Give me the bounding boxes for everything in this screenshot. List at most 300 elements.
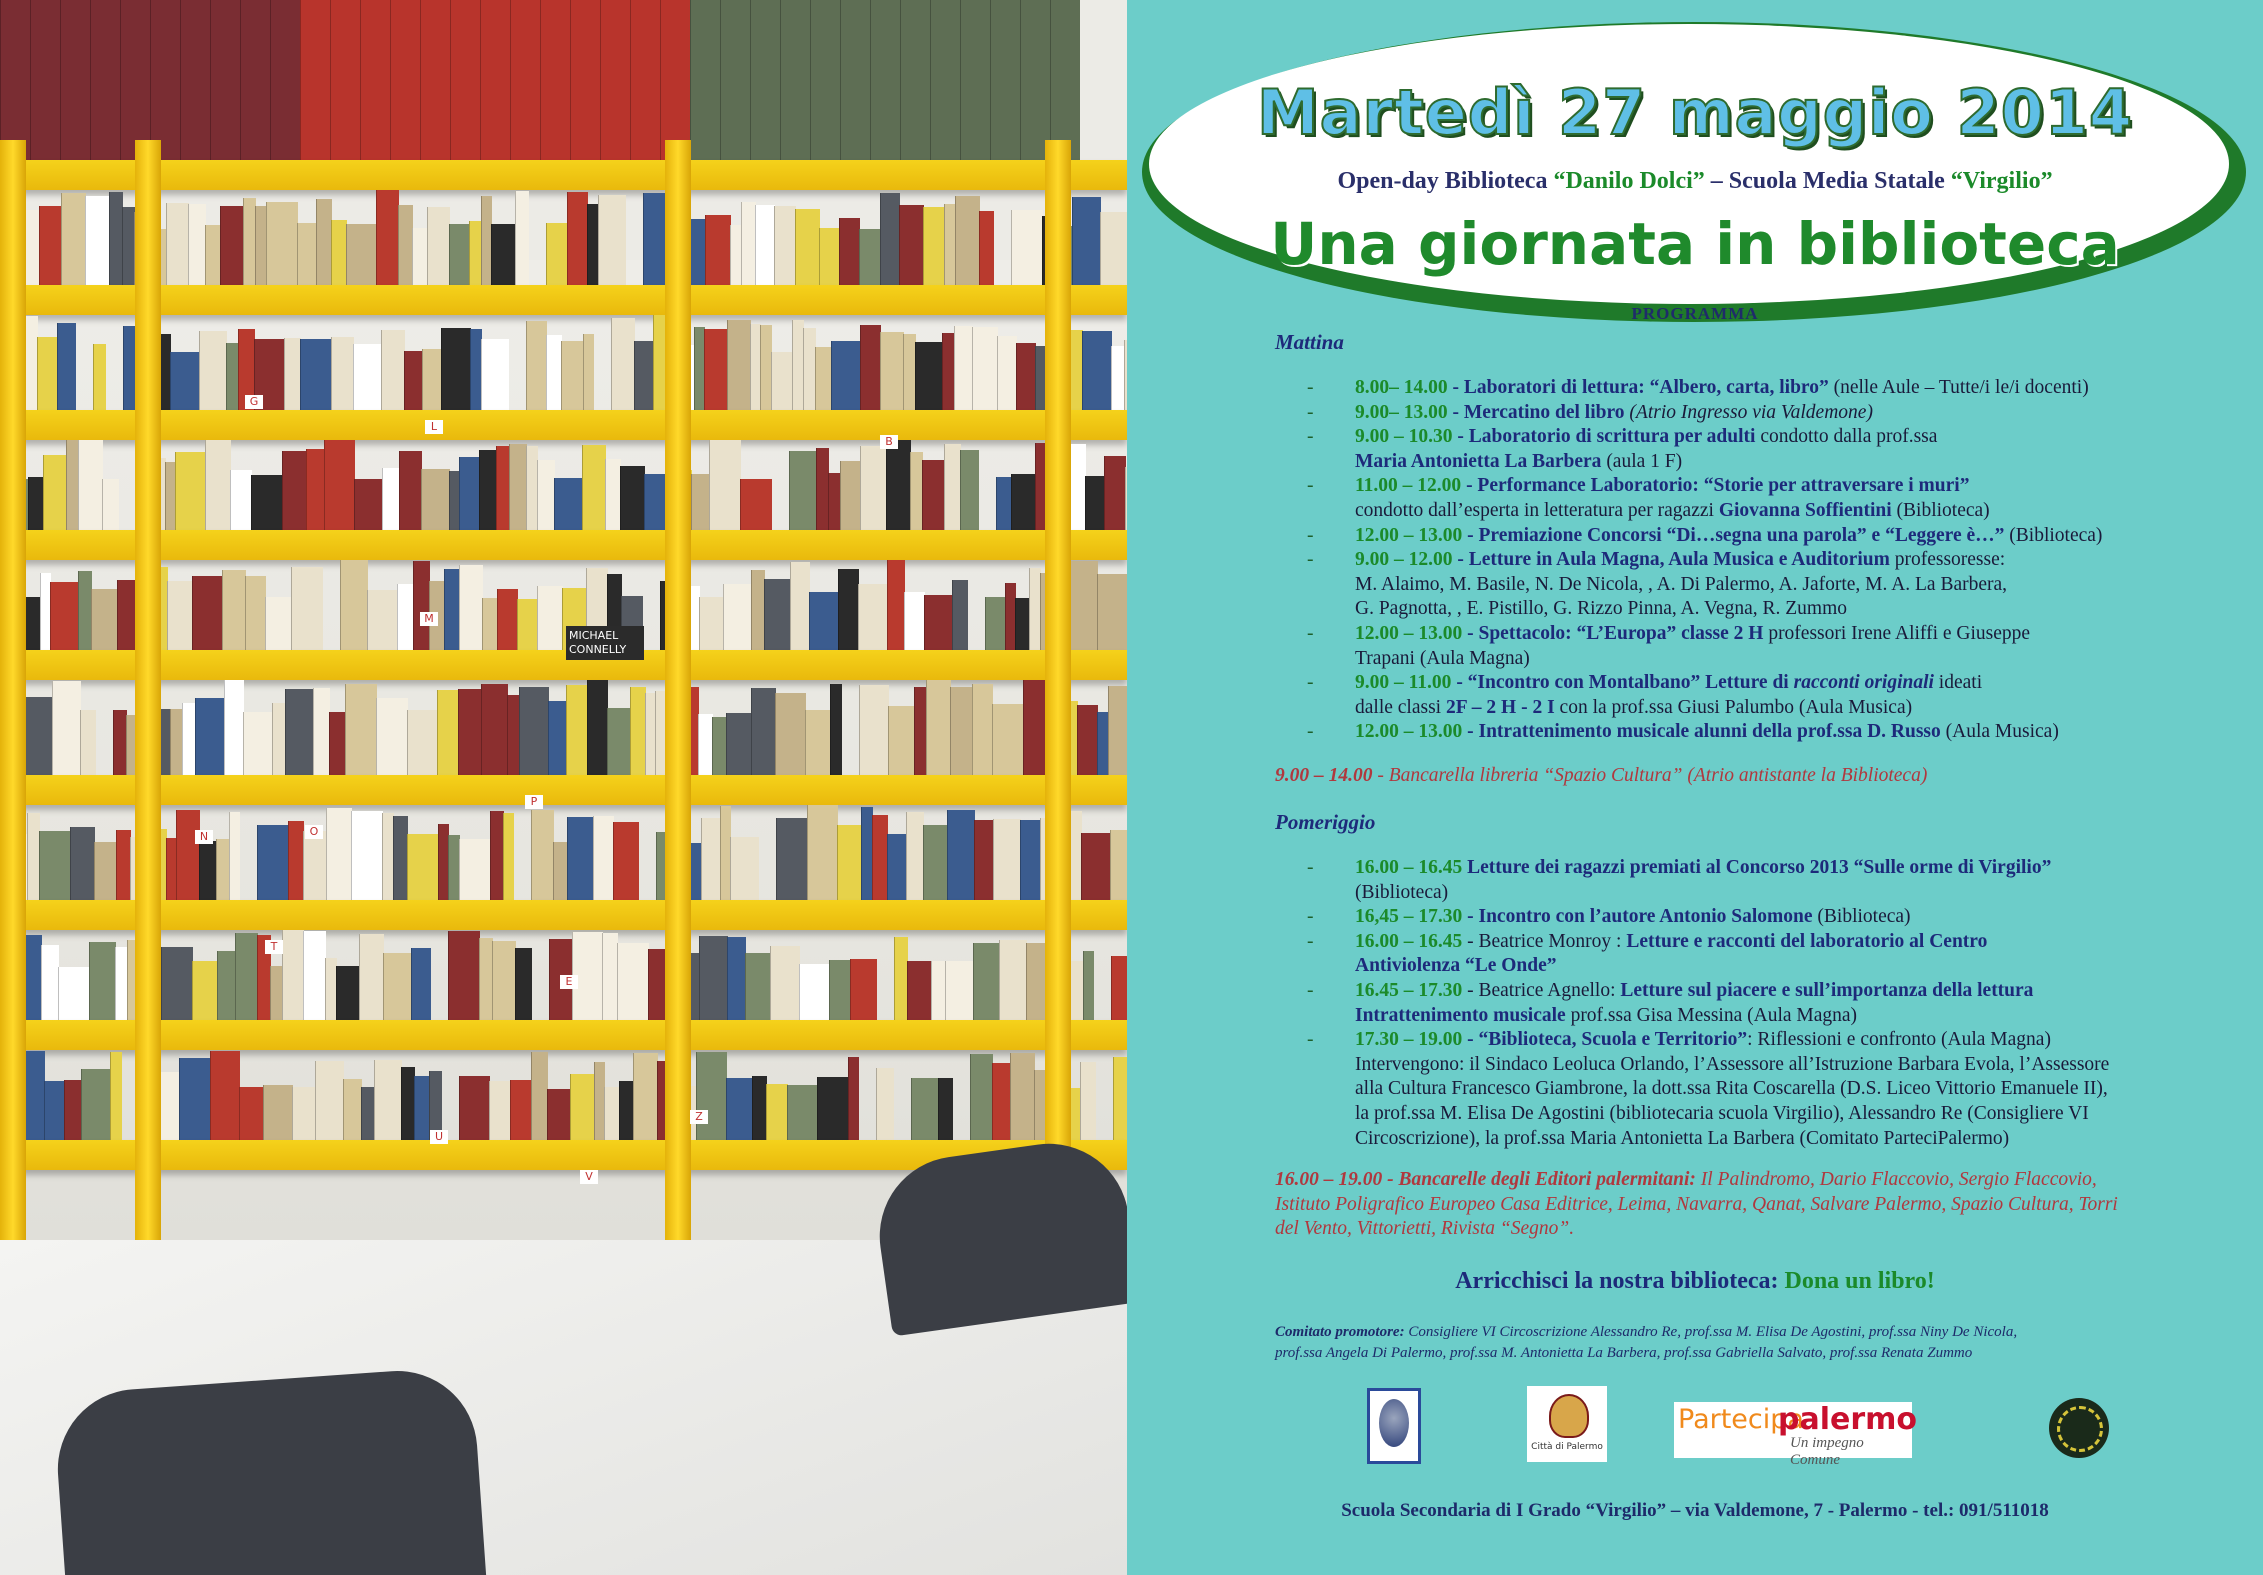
book xyxy=(257,825,289,900)
book xyxy=(297,223,317,285)
seal-logo xyxy=(2049,1398,2109,1458)
book xyxy=(441,328,471,410)
book xyxy=(292,1087,316,1140)
book xyxy=(217,951,236,1020)
book xyxy=(282,930,304,1020)
book xyxy=(28,477,44,530)
palermo-city-logo: Città di Palermo xyxy=(1527,1386,1607,1462)
book xyxy=(993,819,1021,900)
binder xyxy=(240,0,270,160)
book xyxy=(182,703,196,775)
book xyxy=(605,459,621,530)
shelf-board xyxy=(0,775,1127,805)
book xyxy=(224,680,244,775)
book xyxy=(490,811,504,900)
shelf-board xyxy=(0,1020,1127,1050)
shelf-letter-label: P xyxy=(525,795,543,809)
book xyxy=(973,943,1000,1020)
book xyxy=(546,223,568,285)
book xyxy=(1016,343,1036,410)
book xyxy=(1083,951,1094,1020)
shelf-letter-label: N xyxy=(195,830,213,844)
book xyxy=(179,1058,211,1140)
book xyxy=(336,966,360,1020)
book xyxy=(361,1087,375,1140)
book xyxy=(245,576,266,650)
book xyxy=(1108,686,1127,775)
book-spine-label: MICHAEL CONNELLY xyxy=(566,626,644,660)
schedule-item: - 16.00 – 16.45 - Beatrice Monroy : Letture e racconti del laboratorio al Centro Antiviolenza “Le Onde” xyxy=(1307,930,1988,977)
book xyxy=(306,449,325,530)
book xyxy=(199,331,227,410)
book xyxy=(553,842,568,900)
binder xyxy=(570,0,600,160)
book xyxy=(887,834,907,900)
book xyxy=(44,1081,65,1140)
shelf-letter-label: M xyxy=(420,612,438,626)
schedule-item: - 16,45 – 17.30 - Incontro con l’autore Antonio Salomone (Biblioteca) xyxy=(1307,906,1911,928)
book xyxy=(923,207,945,285)
book xyxy=(837,825,862,900)
book xyxy=(1111,346,1125,410)
schedule-item: - 9.00 – 10.30 - Laboratorio di scrittura per adulti condotto dalla prof.ssa Maria Antonietta La Barbera (aula 1 F) xyxy=(1307,426,1938,472)
book xyxy=(582,445,606,530)
book xyxy=(526,321,547,410)
book xyxy=(691,474,710,530)
book xyxy=(61,193,86,285)
book xyxy=(303,931,326,1020)
book xyxy=(696,1052,727,1140)
publishers-block: 16.00 – 19.00 - Bancarelle degli Editori palermitani: Il Palindromo, Dario Flaccovio, Sergio Flaccovio, Istituto Poligrafico Europeo Casa Editrice, Leima, Navarra, Qanat, Salvare Palermo, Spazio Cultura, Torri del Vento, Vittorietti, Rivista “Segno”. xyxy=(1275,1169,2118,1240)
book xyxy=(515,948,532,1020)
book xyxy=(235,933,258,1020)
schedule-item: - 11.00 – 12.00 - Performance Laboratorio: “Storie per attraversare i muri” condotto dall’esperta in letteratura per ragazzi Giovanna Soffientini (Biblioteca) xyxy=(1307,475,1990,521)
shelf-board xyxy=(0,650,1127,680)
book xyxy=(926,680,951,775)
book xyxy=(421,469,450,530)
book xyxy=(830,684,842,775)
book xyxy=(94,842,117,900)
book xyxy=(243,712,273,775)
book xyxy=(382,468,400,530)
book xyxy=(698,714,713,775)
book xyxy=(481,339,509,410)
book xyxy=(740,479,772,530)
book xyxy=(860,446,887,530)
binder xyxy=(870,0,900,160)
binder xyxy=(1020,0,1050,160)
book xyxy=(458,689,482,775)
schedule-item: - 12.00 – 13.00 - Spettacolo: “L’Europa” classe 2 H professori Irene Aliffi e Giuseppe Trapani (Aula Magna) xyxy=(1307,622,2031,669)
book xyxy=(412,228,428,285)
book xyxy=(634,341,654,410)
book xyxy=(807,805,838,900)
book xyxy=(787,1085,818,1140)
book xyxy=(64,1080,82,1140)
book xyxy=(799,964,830,1020)
book xyxy=(570,1074,595,1140)
book xyxy=(393,816,408,900)
book xyxy=(210,1051,240,1140)
schedule-item: - 8.00– 14.00 - Laboratori di lettura: “Albero, carta, libro” (nelle Aule – Tutte/i le/i docenti) xyxy=(1307,377,2089,398)
book xyxy=(888,706,915,775)
book xyxy=(367,590,398,650)
shelf-upright xyxy=(135,140,161,1390)
book xyxy=(712,717,727,775)
book xyxy=(448,931,480,1020)
book xyxy=(887,560,905,650)
schedule-item: - 9.00 – 11.00 - “Incontro con Montalbano” Letture di racconti originali ideati dalle classi 2F – 2 H - 2 I con la prof.ssa Giusi Palumbo (Aula Musica) xyxy=(1307,672,1983,718)
book xyxy=(858,584,888,650)
book xyxy=(886,440,911,530)
binder xyxy=(690,0,720,160)
school-footer: Scuola Secondaria di I Grado “Virgilio” – via Valdemone, 7 - Palermo - tel.: 091/511018 xyxy=(1341,1500,2049,1521)
book xyxy=(567,192,588,285)
morning-schedule xyxy=(1307,376,2247,745)
book xyxy=(727,937,746,1020)
schedule-item: - 9.00 – 12.00 - Letture in Aula Magna, Aula Musica e Auditorium professoresse: M. Alaimo, M. Basile, N. De Nicola, , A. Di Palermo, A. Jaforte, M. A. La Barbera, G. Pagnotta, , E. Pistillo, G. Rizzo Pinna, A. Vegna, R. Zummo xyxy=(1307,549,2008,620)
book xyxy=(751,570,765,650)
shelf-board xyxy=(0,900,1127,930)
afternoon-schedule xyxy=(1307,856,2247,1151)
book xyxy=(110,1052,122,1140)
binder xyxy=(900,0,930,160)
book xyxy=(329,712,346,775)
book xyxy=(288,821,304,900)
book xyxy=(960,450,979,530)
book xyxy=(291,567,323,650)
book xyxy=(880,332,904,410)
binder xyxy=(750,0,780,160)
book xyxy=(587,680,608,775)
binder xyxy=(390,0,420,160)
book xyxy=(459,839,491,900)
schedule-item: - 12.00 – 13.00 - Intrattenimento musicale alunni della prof.ssa D. Russo (Aula Musica) xyxy=(1307,721,2059,743)
book xyxy=(216,839,230,900)
book xyxy=(265,597,292,650)
book xyxy=(604,1087,620,1140)
book xyxy=(904,592,925,650)
book xyxy=(593,816,614,900)
book xyxy=(701,818,721,900)
book xyxy=(566,685,588,775)
schedule-item: - 16.45 – 17.30 - Beatrice Agnello: Letture sul piacere e sull’importanza della lettura Intrattenimento musicale prof.ssa Gisa Messina (Aula Magna) xyxy=(1307,979,2034,1026)
book xyxy=(1097,574,1127,650)
book xyxy=(583,334,594,410)
book xyxy=(399,451,422,530)
book xyxy=(633,1053,658,1140)
book xyxy=(972,327,998,410)
shelf-letter-label: B xyxy=(880,435,898,449)
binder xyxy=(150,0,180,160)
binder xyxy=(180,0,210,160)
book xyxy=(444,569,460,650)
book xyxy=(1104,456,1126,530)
book xyxy=(1081,833,1111,900)
binder xyxy=(360,0,390,160)
book xyxy=(894,937,908,1020)
binder xyxy=(810,0,840,160)
book xyxy=(1111,956,1127,1020)
shelf-board xyxy=(0,530,1127,560)
book xyxy=(39,206,62,285)
book xyxy=(992,1063,1011,1140)
book xyxy=(266,202,298,285)
book xyxy=(972,684,993,775)
book xyxy=(479,938,493,1020)
book xyxy=(723,584,752,650)
shelf-letter-label: L xyxy=(425,420,443,434)
book xyxy=(924,595,953,650)
book xyxy=(239,1087,264,1140)
book xyxy=(199,841,217,900)
shelf-upright xyxy=(0,140,26,1390)
book xyxy=(170,352,200,410)
book xyxy=(81,1069,111,1140)
book xyxy=(195,698,225,775)
binder xyxy=(510,0,540,160)
partecipa-palermo-logo: Partecipa palermo Un impegno Comune xyxy=(1674,1402,1912,1458)
binder xyxy=(600,0,630,160)
book xyxy=(699,936,728,1020)
book xyxy=(437,690,459,775)
library-photo xyxy=(0,0,1127,1575)
binder xyxy=(60,0,90,160)
binder xyxy=(210,0,240,160)
book xyxy=(331,337,354,410)
book xyxy=(546,335,562,410)
book xyxy=(709,440,741,530)
afternoon-heading: Pomeriggio xyxy=(1275,810,1376,834)
binder xyxy=(780,0,810,160)
bookstall-line: 9.00 – 14.00 - Bancarella libreria “Spazio Cultura” (Atrio antistante la Biblioteca) xyxy=(1275,765,1928,786)
binder xyxy=(960,0,990,160)
book xyxy=(80,710,96,775)
book xyxy=(809,592,839,650)
book xyxy=(383,953,412,1020)
binder xyxy=(720,0,750,160)
book xyxy=(263,1085,293,1140)
book xyxy=(427,207,450,285)
book xyxy=(50,582,79,650)
chair-left xyxy=(52,1366,487,1575)
book xyxy=(102,479,119,530)
book xyxy=(57,323,76,410)
book xyxy=(492,941,516,1020)
book xyxy=(89,942,116,1020)
shelf-board xyxy=(0,160,1127,190)
book xyxy=(411,948,431,1020)
book xyxy=(938,1078,953,1140)
book xyxy=(1082,331,1112,410)
book xyxy=(831,341,861,410)
book xyxy=(907,961,932,1020)
book xyxy=(376,698,408,775)
shelf-letter-label: T xyxy=(265,940,283,954)
book xyxy=(755,205,775,285)
book xyxy=(93,344,106,410)
book xyxy=(192,576,223,650)
binder xyxy=(300,0,330,160)
book xyxy=(848,1057,859,1140)
book xyxy=(192,961,218,1020)
book xyxy=(482,598,498,650)
book xyxy=(554,478,583,530)
book xyxy=(85,196,110,285)
book xyxy=(790,562,810,650)
book xyxy=(789,451,817,530)
binder xyxy=(330,0,360,160)
shelf-letter-label: O xyxy=(305,825,323,839)
book xyxy=(316,199,332,285)
book xyxy=(911,1078,939,1140)
book xyxy=(1085,476,1105,530)
book xyxy=(945,961,974,1020)
book xyxy=(109,192,123,285)
book xyxy=(985,597,1006,650)
book xyxy=(515,191,529,285)
book xyxy=(509,444,527,530)
book xyxy=(906,812,924,900)
book xyxy=(359,934,384,1020)
book xyxy=(381,330,405,410)
book xyxy=(449,224,470,285)
book xyxy=(745,953,771,1020)
book xyxy=(113,710,127,775)
book xyxy=(343,1079,362,1140)
book xyxy=(643,193,667,285)
shelf-letter-label: U xyxy=(430,1130,448,1144)
book xyxy=(839,218,860,285)
book xyxy=(840,461,861,530)
book xyxy=(351,811,383,900)
book xyxy=(602,933,618,1020)
eagle-icon xyxy=(1549,1394,1589,1438)
book xyxy=(346,224,377,285)
book xyxy=(1113,1057,1127,1140)
binder xyxy=(0,0,30,160)
book xyxy=(1077,705,1098,775)
event-poster xyxy=(1127,0,2263,1575)
book xyxy=(272,703,286,775)
book xyxy=(838,569,859,650)
book xyxy=(422,349,442,410)
book xyxy=(598,195,626,285)
book xyxy=(607,708,631,775)
book xyxy=(1015,598,1030,650)
book xyxy=(771,352,793,410)
book xyxy=(58,967,90,1020)
book xyxy=(630,687,646,775)
book xyxy=(567,817,594,900)
book xyxy=(404,351,423,410)
book xyxy=(326,808,352,900)
shelf-letter-label: Z xyxy=(690,1110,708,1124)
binder xyxy=(540,0,570,160)
book xyxy=(611,318,635,410)
event-date-title: Martedì 27 maggio 2014 xyxy=(1256,76,2134,149)
book xyxy=(872,815,888,900)
book xyxy=(531,810,554,900)
shelf-board xyxy=(0,410,1127,440)
book xyxy=(776,818,808,900)
book xyxy=(78,440,103,530)
book xyxy=(774,206,796,285)
book xyxy=(726,1078,753,1140)
book xyxy=(1020,820,1041,900)
book xyxy=(1068,561,1098,650)
book xyxy=(766,1084,788,1140)
programma-heading: PROGRAMMA xyxy=(1631,304,1759,323)
book xyxy=(619,1081,634,1140)
book xyxy=(548,701,567,775)
book xyxy=(1110,830,1127,900)
book xyxy=(1011,474,1036,530)
book xyxy=(997,336,1017,410)
schedule-item: - 16.00 – 16.45 Letture dei ragazzi premiati al Concorso 2013 “Sulle orme di Virgilio” (Biblioteca) xyxy=(1307,857,2052,903)
book xyxy=(459,457,480,530)
book xyxy=(699,597,724,650)
book xyxy=(313,688,330,775)
binder xyxy=(840,0,870,160)
book xyxy=(1080,1062,1096,1140)
book xyxy=(284,338,301,410)
book xyxy=(230,470,252,530)
shelf-letter-label: V xyxy=(580,1170,598,1184)
book xyxy=(496,446,510,530)
shelf-board xyxy=(0,285,1127,315)
book xyxy=(37,337,58,410)
book xyxy=(503,813,514,900)
book xyxy=(510,1080,532,1140)
book xyxy=(116,830,131,900)
book xyxy=(974,820,994,900)
book xyxy=(481,684,508,775)
book xyxy=(374,1060,402,1140)
book xyxy=(561,341,584,410)
book xyxy=(996,477,1012,530)
book xyxy=(817,1077,849,1140)
binder xyxy=(480,0,510,160)
book xyxy=(876,1068,894,1140)
binder xyxy=(630,0,660,160)
book xyxy=(340,560,368,650)
book xyxy=(161,947,193,1020)
book xyxy=(166,203,189,285)
book xyxy=(459,1076,490,1140)
schedule-item: - 17.30 – 19.00 - “Biblioteca, Scuola e Territorio”: Riflessioni e confronto (Aula Magna) Intervengono: il Sindaco Leoluca Orlando, l’Assessore all’Istruzione Barbara Evola, l’Assessore alla Cultura Francesco Giambrone, la dott.ssa Rita Coscarella (D.S. Liceo Vittorio Emanuele II), la prof.ssa M. Elisa De Agostini (bibliotecaria scuola Virgilio), Alessandro Re (Consigliere VI Circoscrizione), la prof.ssa Maria Antonietta La Barbera (Comitato ParteciPalermo) xyxy=(1307,1029,2110,1149)
book xyxy=(795,209,820,285)
book xyxy=(999,940,1027,1020)
book xyxy=(459,565,483,650)
book xyxy=(398,205,413,285)
book xyxy=(730,837,759,900)
book xyxy=(726,713,752,775)
book xyxy=(770,946,800,1020)
book xyxy=(850,959,877,1020)
book xyxy=(251,475,283,530)
book xyxy=(705,215,731,285)
book xyxy=(979,211,994,285)
book xyxy=(954,326,973,410)
book xyxy=(617,943,649,1020)
book xyxy=(43,455,67,530)
binder xyxy=(30,0,60,160)
book xyxy=(345,684,377,775)
book xyxy=(220,206,244,285)
book xyxy=(78,571,92,650)
book xyxy=(229,812,240,900)
